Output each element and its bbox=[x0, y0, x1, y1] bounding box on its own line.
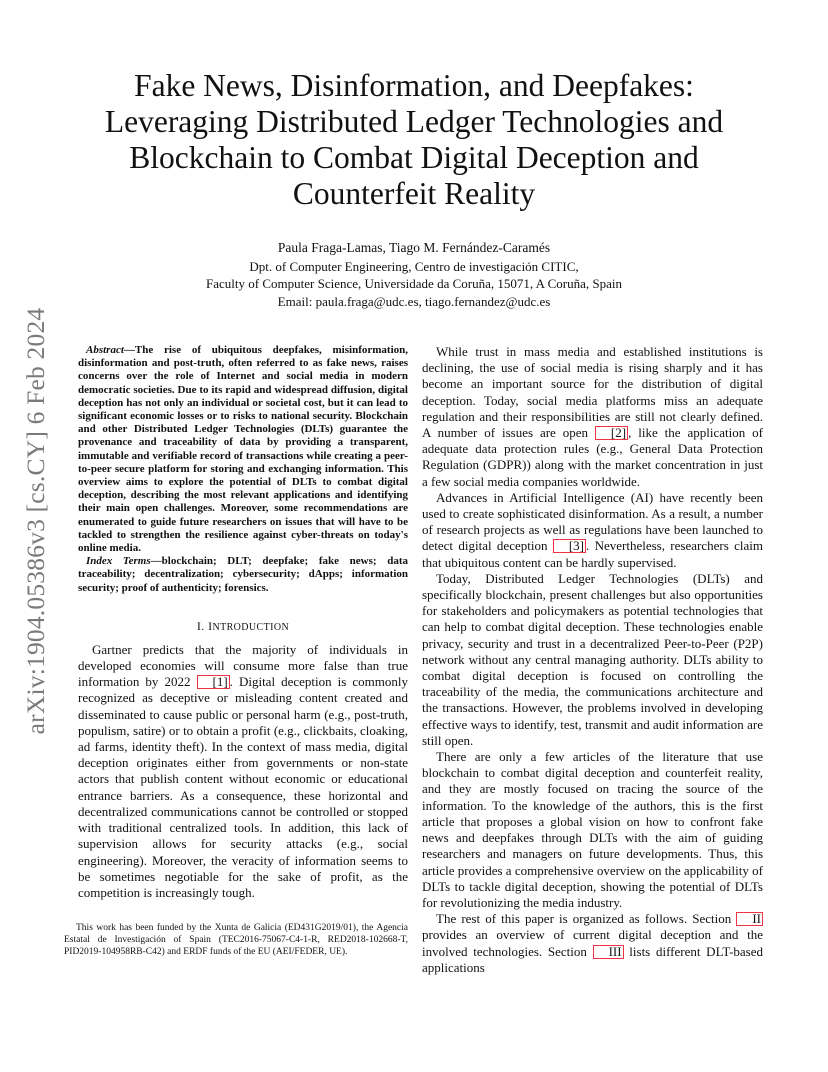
citation-link[interactable]: [3] bbox=[553, 539, 586, 553]
arxiv-identifier bbox=[14, 292, 58, 750]
affiliation-line-2: Faculty of Computer Science, Universidade da Coruña, 15071, A Coruña, Spain bbox=[206, 276, 622, 291]
index-terms: Index Terms—blockchain; DLT; deepfake; fake news; data traceability; decentralization; cybersecurity; dApps; information security; proof of authenticity; forensics. bbox=[78, 555, 408, 594]
section-title-rest: NTRODUCTION bbox=[212, 621, 290, 633]
section-number: I. bbox=[196, 618, 205, 633]
abstract-label: Abstract bbox=[86, 344, 124, 356]
paragraph-text: While trust in mass media and established institutions is declining, the use of social media is rising sharply and it has become an important source for the distribution of digital deception. Today, social media platforms miss an adequate regulation and their responsibilities are still not clearly defined. A number of issues are open bbox=[422, 344, 763, 441]
left-body-text bbox=[78, 642, 408, 901]
paragraph-text: The rest of this paper is organized as follows. Section bbox=[436, 911, 737, 927]
section-heading-introduction bbox=[78, 619, 408, 634]
paragraph-text: . Nevertheless, researchers claim that ubiquitous content can be hardly supervised. bbox=[422, 538, 763, 570]
author-block bbox=[60, 239, 768, 310]
section-title-initial: I bbox=[208, 618, 213, 633]
paragraph-text: Gartner predicts that the majority of individuals in developed economies will consume more false than true information by 2022 bbox=[78, 641, 408, 690]
author-names: Paula Fraga-Lamas, Tiago M. Fernández-Caramés bbox=[277, 240, 551, 255]
paragraph-text: , like the application of adequate data protection rules (e.g., General Data Protection Regulation (GDPR)) along with the market concentration in just a few social media companies worldwide. bbox=[422, 425, 763, 489]
funding-footnote: This work has been funded by the Xunta de Galicia (ED431G2019/01), the Agencia Estatal de Investigación of Spain (TEC2016-75067-C4-1-R, RED2018-102668-T, PID2019-104958RB-C42) and ERDF funds of the EU (AEI/FEDER, UE). bbox=[64, 923, 408, 957]
paragraph-text: Advances in Artificial Intelligence (AI) have recently been used to create sophisticated disinformation. As a result, a number of research projects as well as regulations have been launched to detect digital deception bbox=[422, 489, 763, 554]
paragraph bbox=[422, 911, 763, 976]
abstract-text: The rise of ubiquitous deepfakes, misinformation, disinformation and post-truth, often referred to as fake news, raises concerns over the role of Internet and social media in modern democratic societies. Due to its rapid and widespread diffusion, digital deception has not only an individual or societal cost, but it can lead to significant economic losses or to risks to national security. Blockchain and other Distributed Ledger Technologies (DLTs) guarantee the provenance and traceability of data by providing a transparent, immutable and verifiable record of transactions while creating a peer-to-peer secure platform for storing and exchanging information. This overview aims to explore the potential of DLTs to combat digital deception, describing the most relevant applications and identifying their main open challenges. Moreover, some recommendations are enumerated to guide future researchers on issues that will have to be tackled to strengthen the resilience against cyber-threats on today's online media. bbox=[78, 344, 408, 555]
right-body-text bbox=[422, 344, 763, 976]
index-terms-text: blockchain; DLT; deepfake; fake news; data traceability; decentralization; cybersecurity; dApps; information security; proof of authenticity; forensics. bbox=[78, 555, 408, 594]
paragraph-text: provides an overview of current digital deception and the involved technologies. Section bbox=[422, 927, 763, 959]
left-column bbox=[78, 344, 408, 901]
section-link[interactable]: III bbox=[593, 945, 624, 959]
paragraph: Today, Distributed Ledger Technologies (DLTs) and specifically blockchain, present challenges but also opportunities for stakeholders and policymakers as potential technologies that can help to combat digital deception. These technologies enable privacy, security and trust in a decentralized Peer-to-Peer (P2P) network without any central managing authority. DLTs ability to combat digital deception is focused on controlling the traceability of the media, the communications architecture and the transactions. However, the problems involved in developing effective ways to identify, test, transmit and audit information are still open. bbox=[422, 570, 763, 748]
right-column bbox=[422, 344, 763, 976]
section-link[interactable]: II bbox=[736, 912, 763, 926]
index-terms-label: Index Terms bbox=[86, 555, 151, 568]
paragraph bbox=[422, 344, 763, 490]
paragraph: There are only a few articles of the literature that use blockchain to combat digital deception and counterfeit reality, and they are mostly focused on tracing the source of the information. To the knowledge of the authors, this is the first article that proposes a global vision on how to confront fake news and deepfakes through DLTs with the aim of guiding researchers and managers on future developments. Thus, this article provides a comprehensive overview on the applicability of DLTs to tackle digital deception, showing the potential of DLTs for revolutionizing the media industry. bbox=[422, 749, 763, 910]
paragraph bbox=[422, 490, 763, 571]
paper-title: Fake News, Disinformation, and Deepfakes: Leveraging Distributed Ledger Technologies and Blockchain to Combat Digital Deception and Counterfeit Reality bbox=[104, 68, 724, 211]
citation-link[interactable]: [1] bbox=[197, 675, 230, 689]
paragraph-text: . Digital deception is commonly recognized as deceptive or misleading content created and disseminated to cause public or personal harm (e.g., post-truth, populism, satire) or to obtain a profit (e.g., clickbaits, cloaking, ad farms, identity theft). In the context of mass media, digital deception originates either from governments or non-state actors that publish content without economic or educational entrance barriers. As a consequence, these horizontal and decentralized communications cannot be controlled or stopped with traditional centralized tools. In addition, this lack of supervision allows for security attacks (e.g., social engineering). Moreover, the veracity of information seems to be sometimes negotiable for the sake of profit, as the competition is increasingly tough. bbox=[78, 674, 408, 900]
paragraph-text: lists different DLT-based applications bbox=[422, 943, 763, 975]
affiliation-line-1: Dpt. of Computer Engineering, Centro de investigación CITIC, bbox=[249, 258, 579, 274]
arxiv-identifier-text: arXiv:1904.05386v3 [cs.CY] 6 Feb 2024 bbox=[21, 307, 50, 735]
paragraph bbox=[78, 642, 408, 901]
abstract: Abstract—The rise of ubiquitous deepfakes, misinformation, disinformation and post-truth, often referred to as fake news, raises concerns over the role of Internet and social media in modern democratic societies. Due to its rapid and widespread diffusion, digital deception has not only an individual or societal cost, but it can lead to significant economic losses or to risks to national security. Blockchain and other Distributed Ledger Technologies (DLTs) guarantee the provenance and traceability of data by providing a transparent, immutable and verifiable record of transactions while creating a peer-to-peer secure platform for storing and exchanging information. This overview aims to explore the potential of DLTs to combat digital deception, describing the most relevant applications and identifying their main open challenges. Moreover, some recommendations are enumerated to guide future researchers on issues that will have to be tackled to strengthen the resilience against cyber-threats on today's online media. bbox=[78, 344, 408, 555]
author-emails: Email: paula.fraga@udc.es, tiago.fernandez@udc.es bbox=[277, 293, 551, 309]
citation-link[interactable]: [2] bbox=[595, 426, 628, 440]
